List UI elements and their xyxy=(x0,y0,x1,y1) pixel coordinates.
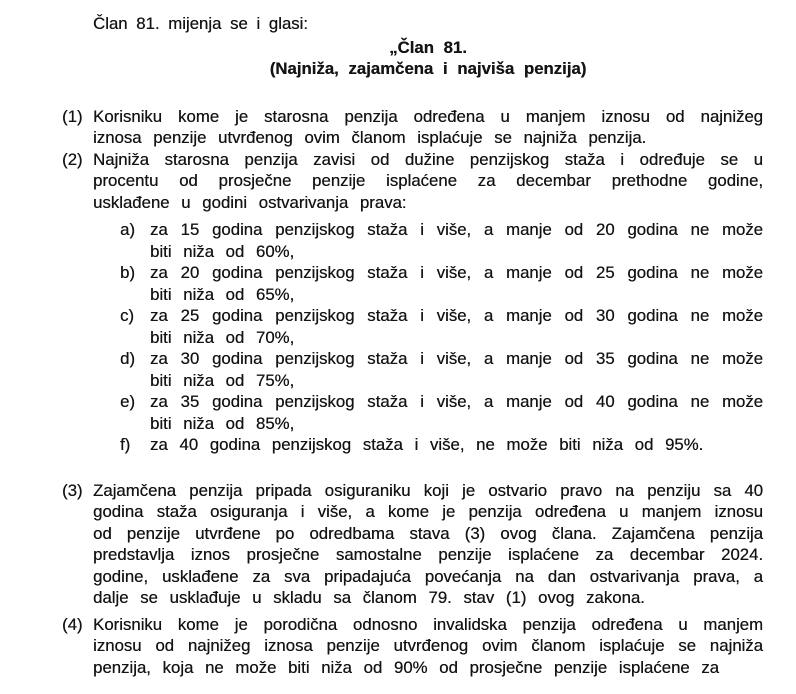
list-item-text: za 30 godina penzijskog staža i više, a manje od 35 godina ne može biti niža od 75%, xyxy=(150,349,763,390)
pension-staz-percent-list xyxy=(62,219,763,456)
paragraph-marker: (1) xyxy=(62,106,83,126)
list-item-f xyxy=(120,434,763,456)
list-item-e xyxy=(120,391,763,434)
list-item-d xyxy=(120,348,763,391)
list-item-marker: b) xyxy=(120,263,135,282)
list-item-c xyxy=(120,305,763,348)
list-item-text: za 40 godina penzijskog staža i više, ne može biti niža od 95%. xyxy=(150,435,704,454)
amendment-intro-line: Član 81. mijenja se i glasi: xyxy=(93,14,308,33)
paragraph-text: Najniža starosna penzija zavisi od dužine penzijskog staža i određuje se u procentu od prosječne penzije isplaćene za decembar prethodne godine, usklađene u godini ostvarivanja prava: xyxy=(93,149,763,212)
list-item-text: za 35 godina penzijskog staža i više, a manje od 40 godina ne može biti niža od 85%, xyxy=(150,392,763,433)
list-item-text: za 20 godina penzijskog staža i više, a manje od 25 godina ne može biti niža od 65%, xyxy=(150,263,763,304)
paragraph-item-2 xyxy=(62,149,763,214)
paragraph-item-4 xyxy=(62,614,763,679)
paragraph-item-1 xyxy=(62,106,763,149)
list-item-marker: d) xyxy=(120,349,135,368)
article-subtitle: (Najniža, zajamčena i najviša penzija) xyxy=(269,59,587,78)
list-item-marker: a) xyxy=(120,220,135,239)
paragraph-marker: (4) xyxy=(62,614,83,634)
paragraph-text: Zajamčena penzija pripada osiguraniku koji je ostvario pravo na penziju sa 40 godina staža osiguranja i više, a kome je penzija određena u manjem iznosu od penzije utvrđene po odredbama stava (3) ovog člana. Zajamčena penzija predstavlja iznos prosječne samostalne penzije isplaćene za decembar 2024. godine, usklađene za sva pripadajuća povećanja na dan ostvarivanja prava, a dalje se usklađuje u skladu sa članom 79. stav (1) ovog zakona. xyxy=(93,480,763,607)
paragraph-item-3 xyxy=(62,480,763,609)
paragraph-text: Korisniku kome je starosna penzija određena u manjem iznosu od najnižeg iznosa penzije utvrđenog ovim članom isplaćuje se najniža penzija. xyxy=(93,106,763,147)
list-item-marker: c) xyxy=(120,306,134,325)
list-item-text: za 15 godina penzijskog staža i više, a manje od 20 godina ne može biti niža od 60%, xyxy=(150,220,763,261)
paragraph-marker: (3) xyxy=(62,480,83,500)
paragraph-text: Korisniku kome je porodična odnosno invalidska penzija određena u manjem iznosu od najnižeg iznosa penzije utvrđenog ovim članom isplaćuje se najniža penzija, koja ne može biti niža od 90% od prosječne penzije isplaćene za xyxy=(93,614,763,677)
list-item-a xyxy=(120,219,763,262)
list-item-text: za 25 godina penzijskog staža i više, a manje od 30 godina ne može biti niža od 70%, xyxy=(150,306,763,347)
list-item-marker: f) xyxy=(120,435,131,454)
article-title: „Član 81. xyxy=(389,37,467,57)
list-item-marker: e) xyxy=(120,392,135,411)
paragraph-marker: (2) xyxy=(62,149,83,169)
list-item-b xyxy=(120,262,763,305)
